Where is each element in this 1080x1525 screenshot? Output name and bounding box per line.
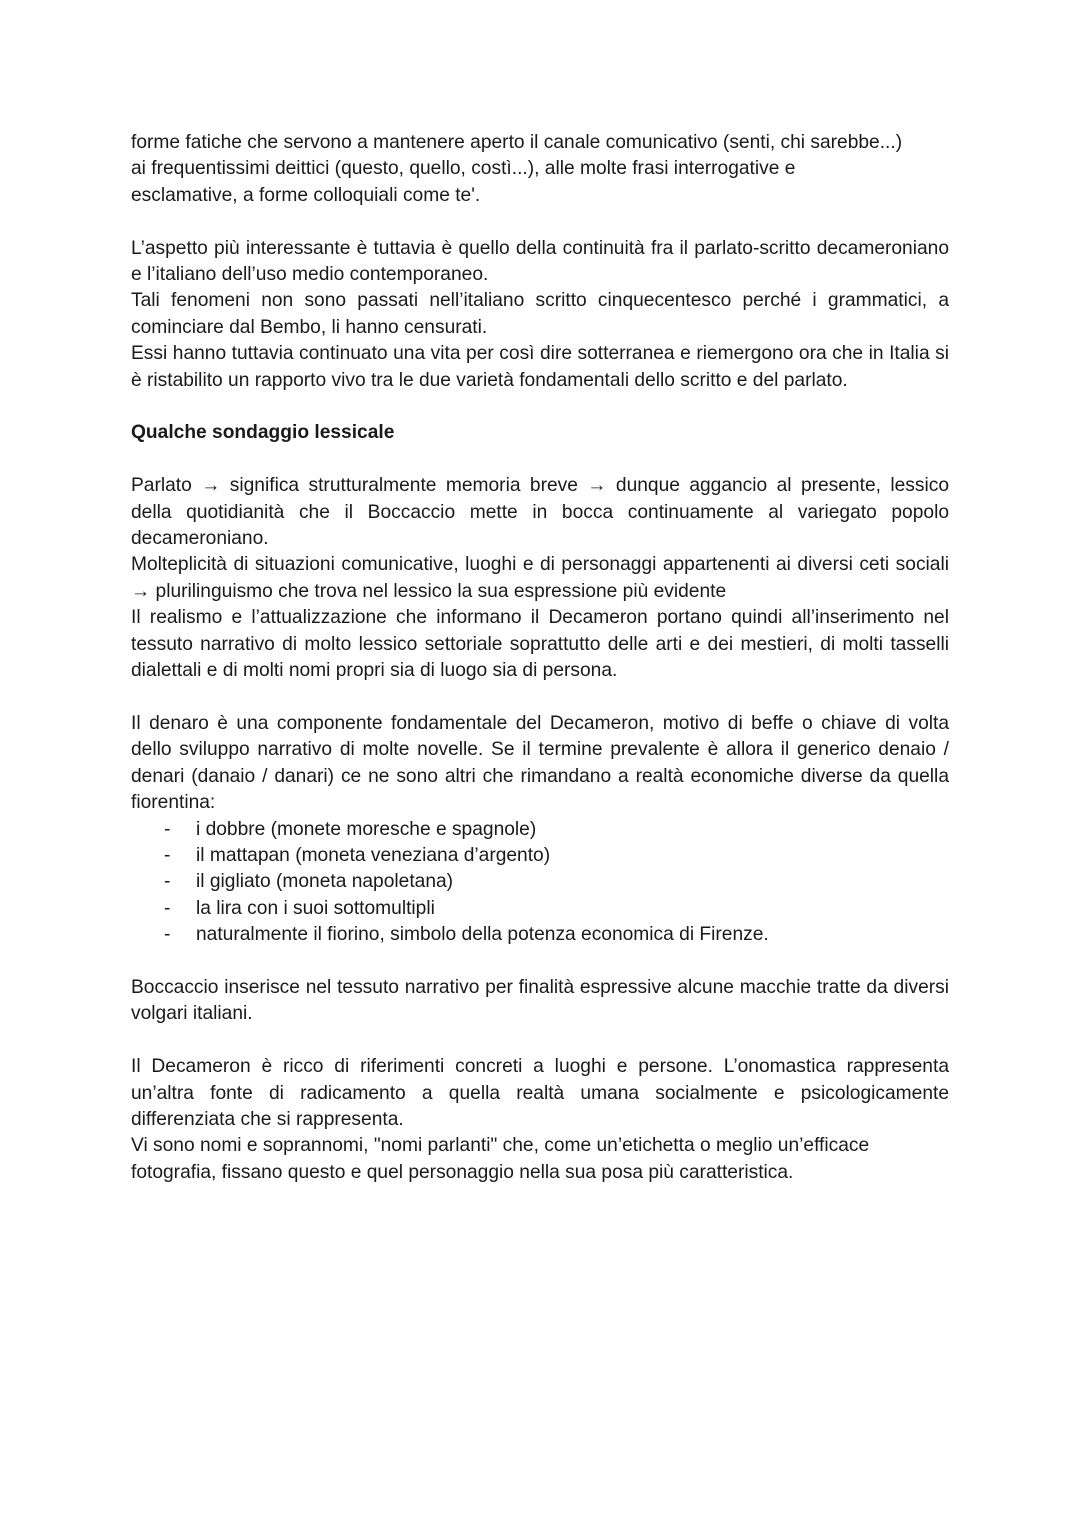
dash-bullet: -: [164, 871, 171, 893]
spacer: [131, 394, 949, 420]
onomastics-line-1: Vi sono nomi e soprannomi, "nomi parlanti" che, come un’etichetta o meglio un’efficace: [131, 1135, 870, 1157]
section-heading: Qualche sondaggio lessicale: [131, 422, 395, 444]
list-item: [131, 896, 949, 922]
intro-line-1: forme fatiche che servono a mantenere aperto il canale comunicativo (senti, chi sarebbe...): [131, 132, 903, 153]
dash-bullet: -: [164, 844, 171, 866]
spacer: [131, 949, 949, 975]
coin-list: [131, 817, 949, 949]
dash-bullet: -: [164, 897, 171, 919]
spacer: [131, 447, 949, 473]
dash-bullet: -: [164, 924, 171, 946]
spacer: [131, 1028, 949, 1054]
onomastics-line-2: fotografia, fissano questo e quel personaggio nella sua posa più caratteristica.: [131, 1161, 794, 1183]
intro-line-2: ai frequentissimi deittici (questo, quello, costì...), alle molte frasi interrogative e: [131, 158, 796, 180]
list-item: [131, 843, 949, 869]
lexicon-paragraph-2: Molteplicità di situazioni comunicative, luoghi e di personaggi appartenenti ai diversi ceti sociali → plurilinguismo che trova nel lessico la sua espressione più evidente: [131, 554, 949, 602]
list-item: [131, 817, 949, 843]
onomastics-paragraph-2: [131, 1133, 949, 1186]
list-item-text: naturalmente il fiorino, simbolo della potenza economica di Firenze.: [196, 924, 769, 946]
list-item-text: il mattapan (moneta veneziana d’argento): [196, 844, 551, 866]
lexicon-paragraph-3: Il realismo e l’attualizzazione che informano il Decameron portano quindi all’inserimento nel tessuto narrativo di molto lessico settoriale soprattutto delle arti e dei mestieri, di molti tasselli dialettali e di molti nomi propri sia di luogo sia di persona.: [131, 607, 949, 682]
list-item: [131, 922, 949, 948]
dash-bullet: -: [164, 818, 171, 840]
list-item: [131, 869, 949, 895]
document-page: [131, 130, 949, 1186]
continuity-paragraph-2: Tali fenomeni non sono passati nell’italiano scritto cinquecentesco perché i grammatici, a cominciare dal Bembo, li hanno censurati.: [131, 290, 949, 338]
list-item-text: la lira con i suoi sottomultipli: [196, 897, 435, 919]
onomastics-paragraph-1: Il Decameron è ricco di riferimenti concreti a luoghi e persone. L’onomastica rappresenta un’altra fonte di radicamento a quella realtà umana socialmente e psicologicamente differenziata che si rappresenta.: [131, 1056, 949, 1130]
money-intro-paragraph: Il denaro è una componente fondamentale del Decameron, motivo di beffe o chiave di volta dello sviluppo narrativo di molte novelle. Se il termine prevalente è allora il generico denaio / denari (danaio / danari) ce ne sono altri che rimandano a realtà economiche diverse da quella fiorentina:: [131, 712, 949, 814]
list-item-text: il gigliato (moneta napoletana): [196, 871, 454, 893]
lexicon-paragraph-1: Parlato → significa strutturalmente memoria breve → dunque aggancio al presente, lessico della quotidianità che il Boccaccio mette in bocca continuamente al variegato popolo decameroniano.: [131, 475, 949, 550]
spacer: [131, 684, 949, 710]
dialects-paragraph: Boccaccio inserisce nel tessuto narrativo per finalità espressive alcune macchie tratte da diversi volgari italiani.: [131, 976, 949, 1025]
continuity-paragraph-3: Essi hanno tuttavia continuato una vita per così dire sotterranea e riemergono ora che in Italia si è ristabilito un rapporto vivo tra le due varietà fondamentali dello scritto e del parlato.: [131, 343, 949, 391]
intro-line-3: esclamative, a forme colloquiali come te'.: [131, 184, 481, 206]
list-item-text: i dobbre (monete moresche e spagnole): [196, 818, 537, 840]
continuity-paragraph-1: L’aspetto più interessante è tuttavia è quello della continuità fra il parlato-scritto decameroniano e l’italiano dell’uso medio contemporaneo.: [131, 237, 949, 286]
intro-paragraph: [131, 130, 949, 209]
spacer: [131, 209, 949, 235]
